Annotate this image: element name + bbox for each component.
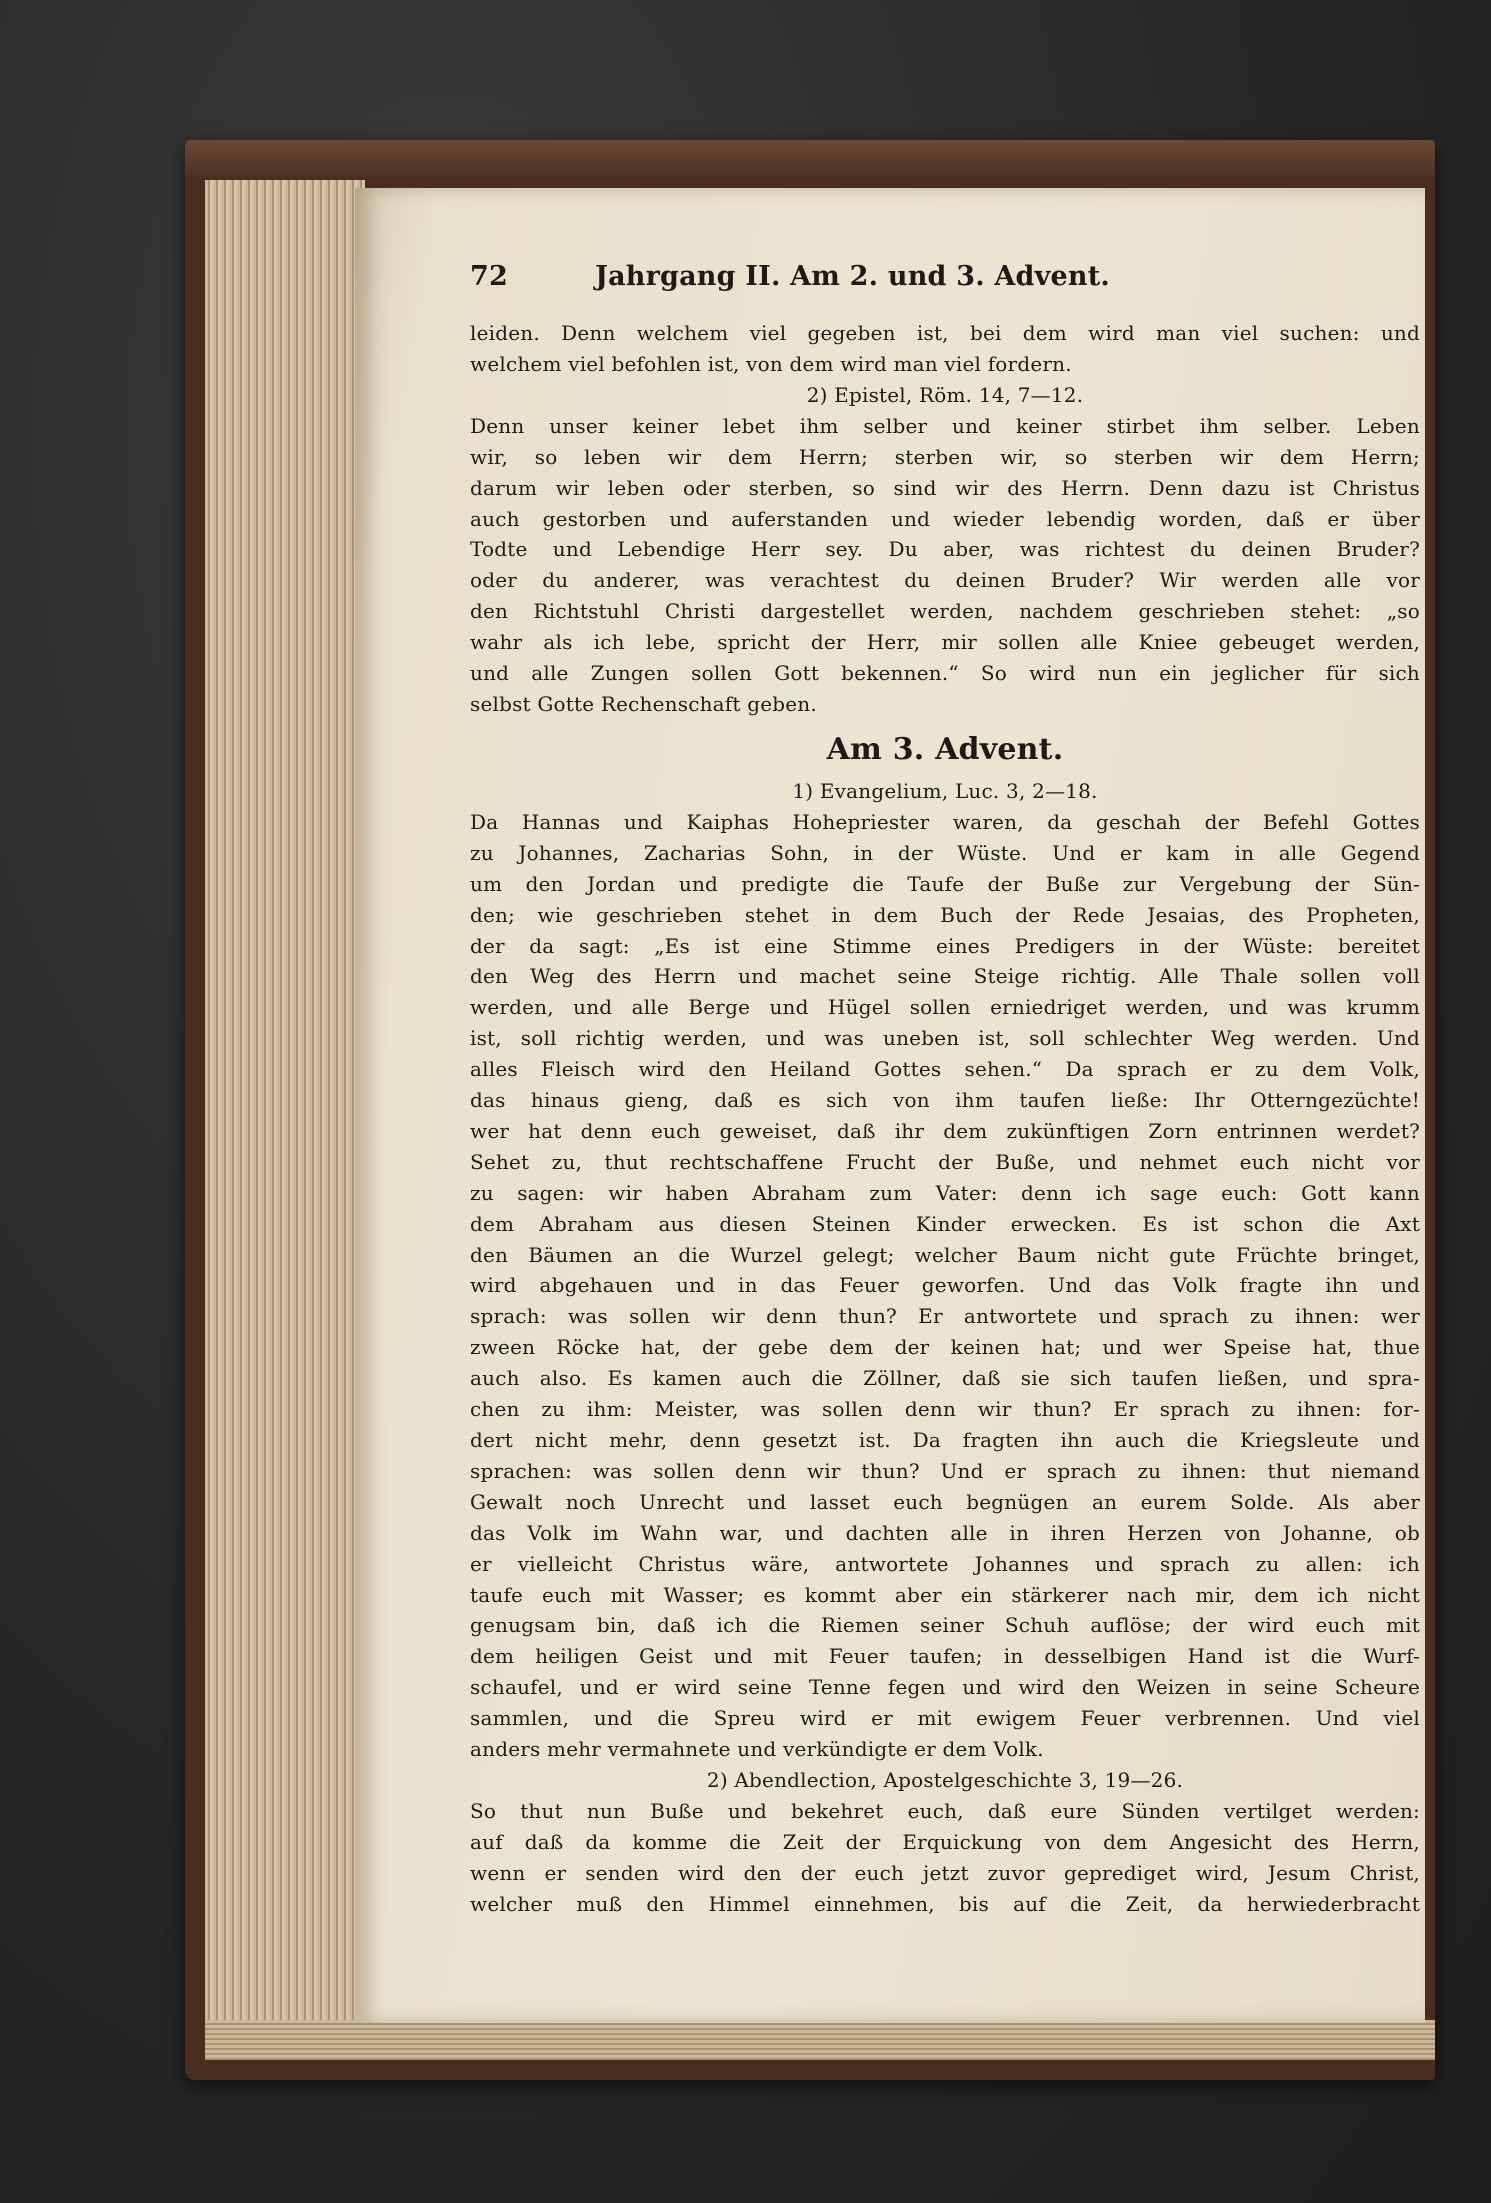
text-line: Denn unser keiner lebet ihm selber und keiner stirbet ihm selber. Leben (470, 413, 1420, 438)
text-line: wer hat denn euch geweiset, daß ihr dem zukünftigen Zorn entrinnen werdet? (470, 1118, 1420, 1143)
text-line: zu Johannes, Zacharias Sohn, in der Wüste. Und er kam in alle Gegend (470, 840, 1420, 865)
text-line: das hinaus gieng, daß es sich von ihm taufen ließe: Ihr Otterngezüchte! (470, 1088, 1420, 1113)
text-line: anders mehr vermahnete und verkündigte er dem Volk. (470, 1737, 1044, 1762)
text-line: werden, und alle Berge und Hügel sollen erniedriget werden, und was krumm (470, 995, 1420, 1020)
text-line: schaufel, und er wird seine Tenne fegen und wird den Weizen in seine Scheure (470, 1675, 1420, 1700)
paragraph-4 (470, 1796, 1420, 1920)
text-line: dem heiligen Geist und mit Feuer taufen; in desselbigen Hand ist die Wurf- (470, 1644, 1420, 1669)
text-line: den Richtstuhl Christi dargestellet werden, nachdem geschrieben stehet: „so (470, 599, 1420, 624)
page-number: 72 (470, 261, 508, 292)
text-line: So thut nun Buße und bekehret euch, daß eure Sünden vertilget werden: (470, 1798, 1420, 1823)
reading-reference-abendlection: 2) Abendlection, Apostelgeschichte 3, 19—26. (706, 1767, 1184, 1792)
book-cover-top-edge (185, 140, 1435, 178)
text-line: ist, soll richtig werden, und was uneben ist, soll schlechter Weg werden. Und (470, 1026, 1420, 1051)
text-line: Todte und Lebendige Herr sey. Du aber, was richtest du deinen Bruder? (470, 537, 1420, 562)
text-line: er vielleicht Christus wäre, antwortete Johannes und sprach zu allen: ich (470, 1551, 1420, 1576)
text-line: den Weg des Herrn und machet seine Steige richtig. Alle Thale sollen voll (470, 964, 1420, 989)
text-line: um den Jordan und predigte die Taufe der Buße zur Vergebung der Sün- (470, 871, 1420, 896)
text-line: oder du anderer, was verachtest du deinen Bruder? Wir werden alle vor (470, 568, 1420, 593)
text-line: alles Fleisch wird den Heiland Gottes sehen.“ Da sprach er zu dem Volk, (470, 1057, 1420, 1082)
text-line: genugsam bin, daß ich die Riemen seiner Schuh auflöse; der wird euch mit (470, 1613, 1420, 1638)
text-line: zu sagen: wir haben Abraham zum Vater: denn ich sage euch: Gott kann (470, 1180, 1420, 1205)
text-line: den; wie geschrieben stehet in dem Buch der Rede Jesaias, des Propheten, (470, 902, 1420, 927)
text-line: den Bäumen an die Wurzel gelegt; welcher Baum nicht gute Früchte bringet, (470, 1242, 1420, 1267)
text-line: wenn er senden wird den der euch jetzt zuvor geprediget wird, Jesum Christ, (470, 1860, 1420, 1885)
text-line: wahr als ich lebe, spricht der Herr, mir sollen alle Kniee gebeuget werden, (470, 630, 1420, 655)
running-title: Jahrgang II. Am 2. und 3. Advent. (595, 261, 1110, 292)
text-line: dem Abraham aus diesen Steinen Kinder erwecken. Es ist schon die Axt (470, 1211, 1420, 1236)
text-line: chen zu ihm: Meister, was sollen denn wir thun? Er sprach zu ihnen: for- (470, 1397, 1420, 1422)
text-line: sprachen: was sollen denn wir thun? Und er sprach zu ihnen: thut niemand (470, 1458, 1420, 1483)
text-line: zween Röcke hat, der gebe dem der keinen hat; und wer Speise hat, thue (470, 1335, 1420, 1360)
page-text (470, 262, 1420, 1920)
text-line: sprach: was sollen wir denn thun? Er antwortete und sprach zu ihnen: wer (470, 1304, 1420, 1329)
text-line: der da sagt: „Es ist eine Stimme eines Predigers in der Wüste: bereitet (470, 933, 1420, 958)
text-line: taufe euch mit Wasser; es kommt aber ein stärkerer nach mir, dem ich nicht (470, 1582, 1420, 1607)
reading-reference-epistel: 2) Epistel, Röm. 14, 7—12. (806, 382, 1084, 407)
text-line: selbst Gotte Rechenschaft geben. (470, 691, 817, 716)
text-line: und alle Zungen sollen Gott bekennen.“ So wird nun ein jeglicher für sich (470, 661, 1420, 686)
page-header (470, 262, 1420, 298)
text-line: welchem viel befohlen ist, von dem wird man viel fordern. (470, 351, 1072, 376)
text-line: sammlen, und die Spreu wird er mit ewigem Feuer verbrennen. Und viel (470, 1706, 1420, 1731)
paragraph-1 (470, 318, 1420, 380)
text-line: leiden. Denn welchem viel gegeben ist, bei dem wird man viel suchen: und (470, 321, 1420, 345)
paragraph-3 (470, 807, 1420, 1765)
text-line: darum wir leben oder sterben, so sind wir des Herrn. Denn dazu ist Christus (470, 475, 1420, 500)
text-line: welcher muß den Himmel einnehmen, bis auf die Zeit, da herwiederbracht (470, 1891, 1420, 1916)
paragraph-2 (470, 411, 1420, 720)
text-line: auf daß da komme die Zeit der Erquickung von dem Angesicht des Herrn, (470, 1829, 1420, 1854)
text-line: auch gestorben und auferstanden und wieder lebendig worden, daß er über (470, 506, 1420, 531)
section-title: Am 3. Advent. (826, 731, 1064, 767)
text-line: Da Hannas und Kaiphas Hohepriester waren, da geschah der Befehl Gottes (470, 809, 1420, 834)
text-line: wird abgehauen und in das Feuer geworfen. Und das Volk fragte ihn und (470, 1273, 1420, 1298)
text-line: wir, so leben wir dem Herrn; sterben wir, so sterben wir dem Herrn; (470, 444, 1420, 469)
text-line: Gewalt noch Unrecht und lasset euch begnügen an eurem Solde. Als aber (470, 1489, 1420, 1514)
text-line: auch also. Es kamen auch die Zöllner, daß sie sich taufen ließen, und spra- (470, 1366, 1420, 1391)
text-line: das Volk im Wahn war, und dachten alle in ihren Herzen von Johanne, ob (470, 1520, 1420, 1545)
text-line: Sehet zu, thut rechtschaffene Frucht der Buße, und nehmet euch nicht vor (470, 1149, 1420, 1174)
page-stack-bottom (205, 2020, 1435, 2060)
reading-reference-evangelium: 1) Evangelium, Luc. 3, 2—18. (792, 778, 1098, 803)
text-line: dert nicht mehr, denn gesetzt ist. Da fragten ihn auch die Kriegsleute und (470, 1428, 1420, 1452)
page-stack-edges (205, 180, 365, 2060)
